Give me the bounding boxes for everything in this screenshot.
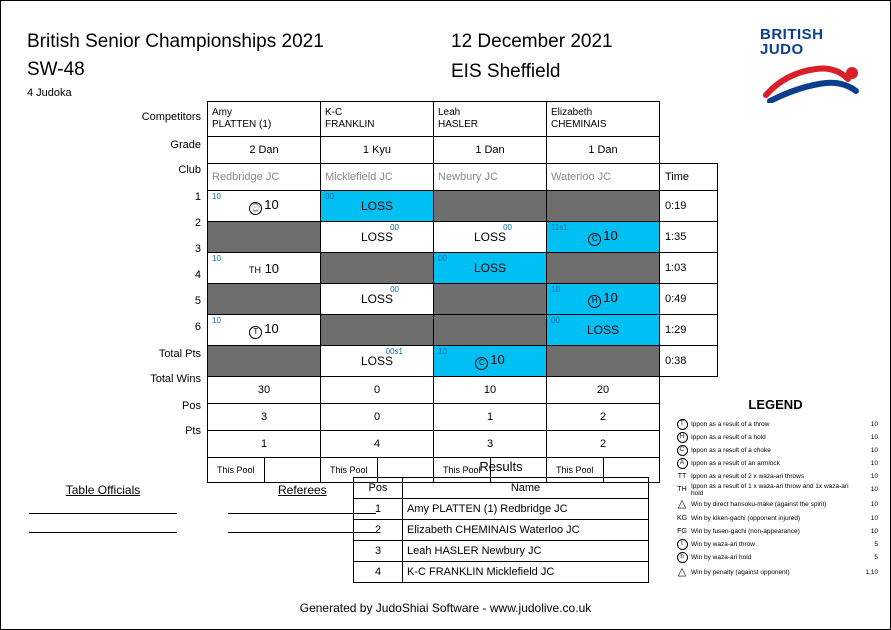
legend-item-text: Win by waza-ari throw <box>691 541 755 548</box>
competitor-first-name: Amy <box>212 107 232 118</box>
pos-4: 2 <box>547 431 660 458</box>
competitor-cell-4 <box>547 102 660 137</box>
clock-icon: ⌚ <box>249 202 262 215</box>
competitor-first-name: K-C <box>325 107 343 118</box>
table-officials-block <box>23 483 183 551</box>
pos-3: 3 <box>434 431 547 458</box>
legend-item-text: Win by direct hansoku-make (against the spirit) <box>691 500 827 508</box>
table-officials-line-1[interactable] <box>29 513 177 514</box>
contest-6-cell-2 <box>321 346 434 377</box>
label-pts: Pts <box>185 425 201 437</box>
penalty-triangle-icon: △ <box>677 565 687 578</box>
label-grade: Grade <box>170 139 201 151</box>
contest-3-cell-2 <box>321 253 434 284</box>
competitor-cell-2 <box>321 102 434 137</box>
contest-2-cell-2 <box>321 222 434 253</box>
contest-3-cell-1 <box>208 253 321 284</box>
contest-1-cell-2 <box>321 191 434 222</box>
label-round-1: 1 <box>194 191 201 203</box>
legend-item <box>673 512 878 525</box>
legend-item-text: Ippon as a result of 2 x waza-ari throws <box>691 473 805 480</box>
legend-item-text: Ippon as a result of an armlock <box>691 460 780 467</box>
contest-4-cell-4 <box>547 284 660 315</box>
kiken-gachi-icon: KG <box>676 515 688 522</box>
contest-row-2 <box>208 222 718 253</box>
throw-icon: T <box>249 326 262 339</box>
legend-item-text: Ippon as a result of a throw <box>691 421 770 428</box>
legend-item-value: 1,10 <box>865 568 878 576</box>
throw-hold-icon: TH <box>677 486 687 493</box>
club-cell-2: Micklefield JC <box>321 164 434 191</box>
footer-text: Generated by JudoShiai Software - www.judolive.co.uk <box>299 601 592 615</box>
results-col-name: Name <box>403 478 649 499</box>
judoka-count: 4 Judoka <box>27 87 72 99</box>
total-wins-3: 1 <box>434 404 547 431</box>
club-cell-1: Redbridge JC <box>208 164 321 191</box>
results-pos-2: 2 <box>354 520 403 541</box>
legend-item <box>673 525 878 538</box>
pos-2: 4 <box>321 431 434 458</box>
contest-6-cell-3 <box>434 346 547 377</box>
pts-value-1 <box>265 458 321 482</box>
contest-row-4 <box>208 284 718 315</box>
throw-hold-icon: TH <box>248 264 261 275</box>
contest-2-cell-2-code: 00 <box>390 223 399 232</box>
total-wins-1: 3 <box>208 404 321 431</box>
label-round-3: 3 <box>194 243 201 255</box>
label-round-6: 6 <box>194 321 201 333</box>
legend-item-text: Ippon as a result of 1 x waza-ari throw and 1x waza-ari hold <box>691 482 849 497</box>
results-name-4: K-C FRANKLIN Micklefield JC <box>403 562 649 583</box>
legend-item-text: Win by fusen-gachi (non-appearance) <box>691 528 800 535</box>
contest-1-cell-1-code: 10 <box>212 192 221 201</box>
contest-2-cell-2-result: LOSS <box>360 230 393 244</box>
contest-6-cell-4 <box>547 346 660 377</box>
results-title: Results <box>479 459 523 474</box>
contest-2-cell-3 <box>434 222 547 253</box>
legend-item-value: 10 <box>870 434 878 441</box>
results-row <box>354 541 649 562</box>
contest-row-1 <box>208 191 718 222</box>
legend-item <box>673 538 878 551</box>
contest-2-time: 1:35 <box>660 222 718 253</box>
contest-5-cell-1 <box>208 315 321 346</box>
legend-item-value: 10 <box>870 421 878 428</box>
contest-4-cell-4-code: 10 <box>551 285 560 294</box>
legend-item-value: 5 <box>874 541 878 548</box>
legend-item-text: Ippon as a result of a hold <box>691 434 766 441</box>
armlock-icon: A <box>673 458 691 469</box>
results-row <box>354 499 649 520</box>
contest-6-cell-3-code: 10 <box>438 347 447 356</box>
contest-1-cell-4 <box>547 191 660 222</box>
label-round-4: 4 <box>194 269 201 281</box>
contest-5-cell-3 <box>434 315 547 346</box>
contest-4-cell-2-code: 00 <box>390 285 399 294</box>
contest-5-cell-4-result: LOSS <box>586 323 619 337</box>
choke-icon: C <box>588 233 601 246</box>
contest-6-cell-1 <box>208 346 321 377</box>
contest-1-cell-1 <box>208 191 321 222</box>
contest-3-cell-3-result: LOSS <box>473 261 506 275</box>
contest-6-cell-3-score: C 10 <box>475 352 504 367</box>
pts-label-1: This Pool <box>208 458 265 482</box>
total-pts-1: 30 <box>208 377 321 404</box>
grade-cell-2: 1 Kyu <box>321 137 434 164</box>
legend-item <box>673 418 878 431</box>
legend-item-value: 10 <box>870 528 878 535</box>
total-wins-4: 2 <box>547 404 660 431</box>
contest-4-cell-3 <box>434 284 547 315</box>
contest-3-cell-1-code: 10 <box>212 254 221 263</box>
contest-6-time: 0:38 <box>660 346 718 377</box>
row-club <box>208 164 718 191</box>
contest-5-time: 1:29 <box>660 315 718 346</box>
contest-2-cell-3-result: LOSS <box>473 230 506 244</box>
legend-item-text: Ippon as a result of a choke <box>691 447 771 454</box>
referees-title: Referees <box>277 483 327 497</box>
contest-5-cell-1-score: T 10 <box>249 321 278 336</box>
competitor-last-name: HASLER <box>438 119 479 130</box>
contest-4-cell-2 <box>321 284 434 315</box>
contest-5-cell-2 <box>321 315 434 346</box>
legend-item-value: 10 <box>870 515 878 522</box>
contest-2-cell-4-score: C 10 <box>588 228 617 243</box>
logo-line-2: JUDO <box>760 41 804 58</box>
contest-row-5 <box>208 315 718 346</box>
event-date: 12 December 2021 <box>451 31 613 52</box>
results-pos-1: 1 <box>354 499 403 520</box>
legend-item-value: 10 <box>870 460 878 467</box>
contest-1-time: 0:19 <box>660 191 718 222</box>
competitor-first-name: Elizabeth <box>551 107 593 118</box>
label-club: Club <box>178 164 201 176</box>
choke-icon: C <box>475 357 488 370</box>
time-column-header: Time <box>660 164 718 191</box>
contest-row-3 <box>208 253 718 284</box>
legend-item-value: 10 <box>870 447 878 454</box>
legend-item <box>673 551 878 564</box>
officials-section <box>23 483 382 551</box>
event-venue: EIS Sheffield <box>451 61 561 82</box>
wazaari-throw-icon: t <box>673 539 691 550</box>
competitor-cell-3 <box>434 102 547 137</box>
results-header-row <box>354 478 649 499</box>
contest-3-cell-3 <box>434 253 547 284</box>
hold-icon: H <box>673 432 691 443</box>
results-row <box>354 520 649 541</box>
pts-cell-1 <box>208 458 321 483</box>
results-table <box>353 477 649 583</box>
contest-3-cell-1-score: TH 10 <box>248 260 280 276</box>
contest-1-cell-1-score: ⌚ 10 <box>249 197 278 212</box>
row-grade <box>208 137 718 164</box>
label-pos: Pos <box>182 400 201 412</box>
results-row <box>354 562 649 583</box>
choke-icon: C <box>673 445 691 456</box>
legend-item-value: 5 <box>874 554 878 561</box>
contest-4-time: 0:49 <box>660 284 718 315</box>
pool-grid <box>207 101 718 483</box>
results-pos-3: 3 <box>354 541 403 562</box>
legend-item <box>673 457 878 470</box>
results-name-3: Leah HASLER Newbury JC <box>403 541 649 562</box>
page-title: British Senior Championships 2021 <box>27 31 324 52</box>
legend-item <box>673 431 878 444</box>
competitor-last-name: PLATTEN (1) <box>212 119 272 130</box>
total-wins-2: 0 <box>321 404 434 431</box>
legend-item-value: 10 <box>870 500 878 508</box>
competitor-first-name: Leah <box>438 107 461 118</box>
contest-3-cell-4 <box>547 253 660 284</box>
club-cell-3: Newbury JC <box>434 164 547 191</box>
pts-label-4: This Pool <box>547 458 604 482</box>
total-pts-3: 10 <box>434 377 547 404</box>
legend-item <box>673 496 878 512</box>
pool-table <box>207 101 718 483</box>
contest-5-cell-4-code: 00 <box>551 316 560 325</box>
table-officials-title: Table Officials <box>65 483 141 497</box>
legend-item <box>673 564 878 580</box>
pts-label-2: This Pool <box>321 458 378 482</box>
row-total-pts <box>208 377 718 404</box>
pts-label-3: This Pool <box>434 458 491 482</box>
legend-item <box>673 483 878 496</box>
contest-2-cell-1 <box>208 222 321 253</box>
contest-3-time: 1:03 <box>660 253 718 284</box>
results-col-pos: Pos <box>354 478 403 499</box>
table-officials-line-2[interactable] <box>29 532 177 533</box>
grade-cell-3: 1 Dan <box>434 137 547 164</box>
contest-row-6 <box>208 346 718 377</box>
contest-4-cell-4-score: H 10 <box>588 290 617 305</box>
contest-2-cell-4 <box>547 222 660 253</box>
contest-6-cell-2-result: LOSS <box>360 354 393 368</box>
british-judo-logo <box>760 27 870 105</box>
logo-line-1: BRITISH <box>760 26 824 43</box>
competitor-last-name: FRANKLIN <box>325 119 375 130</box>
legend-item-text: Win by penalty (against opponent) <box>691 568 790 576</box>
legend-item-value: 10 <box>870 486 878 493</box>
competitor-last-name: CHEMINAIS <box>551 119 607 130</box>
competitor-cell-1 <box>208 102 321 137</box>
contest-6-cell-2-code: 00s1 <box>385 347 403 356</box>
label-round-2: 2 <box>194 217 201 229</box>
contest-2-cell-4-code: 11s1 <box>551 223 568 232</box>
label-total-wins: Total Wins <box>150 373 201 385</box>
grade-cell-1: 2 Dan <box>208 137 321 164</box>
results-pos-4: 4 <box>354 562 403 583</box>
contest-5-cell-1-code: 10 <box>212 316 221 325</box>
contest-1-cell-3 <box>434 191 547 222</box>
contest-4-cell-2-result: LOSS <box>360 292 393 306</box>
hold-icon: H <box>588 295 601 308</box>
category-title: SW-48 <box>27 59 85 80</box>
label-competitors: Competitors <box>141 111 201 123</box>
total-pts-2: 0 <box>321 377 434 404</box>
legend-item-text: Win by kiken-gachi (opponent injured) <box>691 515 801 522</box>
results-name-2: Elizabeth CHEMINAIS Waterloo JC <box>403 520 649 541</box>
label-round-5: 5 <box>194 295 201 307</box>
throw-icon: T <box>673 419 691 430</box>
contest-3-cell-3-code: 00 <box>438 254 447 263</box>
contest-1-cell-2-code: 00 <box>325 192 334 201</box>
results-name-1: Amy PLATTEN (1) Redbridge JC <box>403 499 649 520</box>
contest-2-cell-3-code: 00 <box>503 223 512 232</box>
legend-item-value: 10 <box>870 473 878 480</box>
grade-cell-4: 1 Dan <box>547 137 660 164</box>
row-total-wins <box>208 404 718 431</box>
warning-triangle-icon: △ <box>677 497 687 510</box>
row-pos <box>208 431 718 458</box>
contest-4-cell-1 <box>208 284 321 315</box>
legend-item <box>673 444 878 457</box>
contest-1-cell-2-result: LOSS <box>360 199 393 213</box>
club-cell-4: Waterloo JC <box>547 164 660 191</box>
legend-item-text: Win by waza-ari hold <box>691 554 752 561</box>
row-competitors <box>208 102 718 137</box>
contest-5-cell-4 <box>547 315 660 346</box>
legend-item <box>673 470 878 483</box>
results-section <box>353 459 649 583</box>
label-total-pts: Total Pts <box>158 348 201 360</box>
judo-figure-icon <box>760 61 870 108</box>
double-throw-icon: TT <box>677 473 687 480</box>
legend-title: LEGEND <box>748 397 803 412</box>
legend-section <box>673 397 878 580</box>
wazaari-hold-icon: h <box>673 552 691 563</box>
total-pts-4: 20 <box>547 377 660 404</box>
fusen-gachi-icon: FG <box>677 528 687 535</box>
pos-1: 1 <box>208 431 321 458</box>
